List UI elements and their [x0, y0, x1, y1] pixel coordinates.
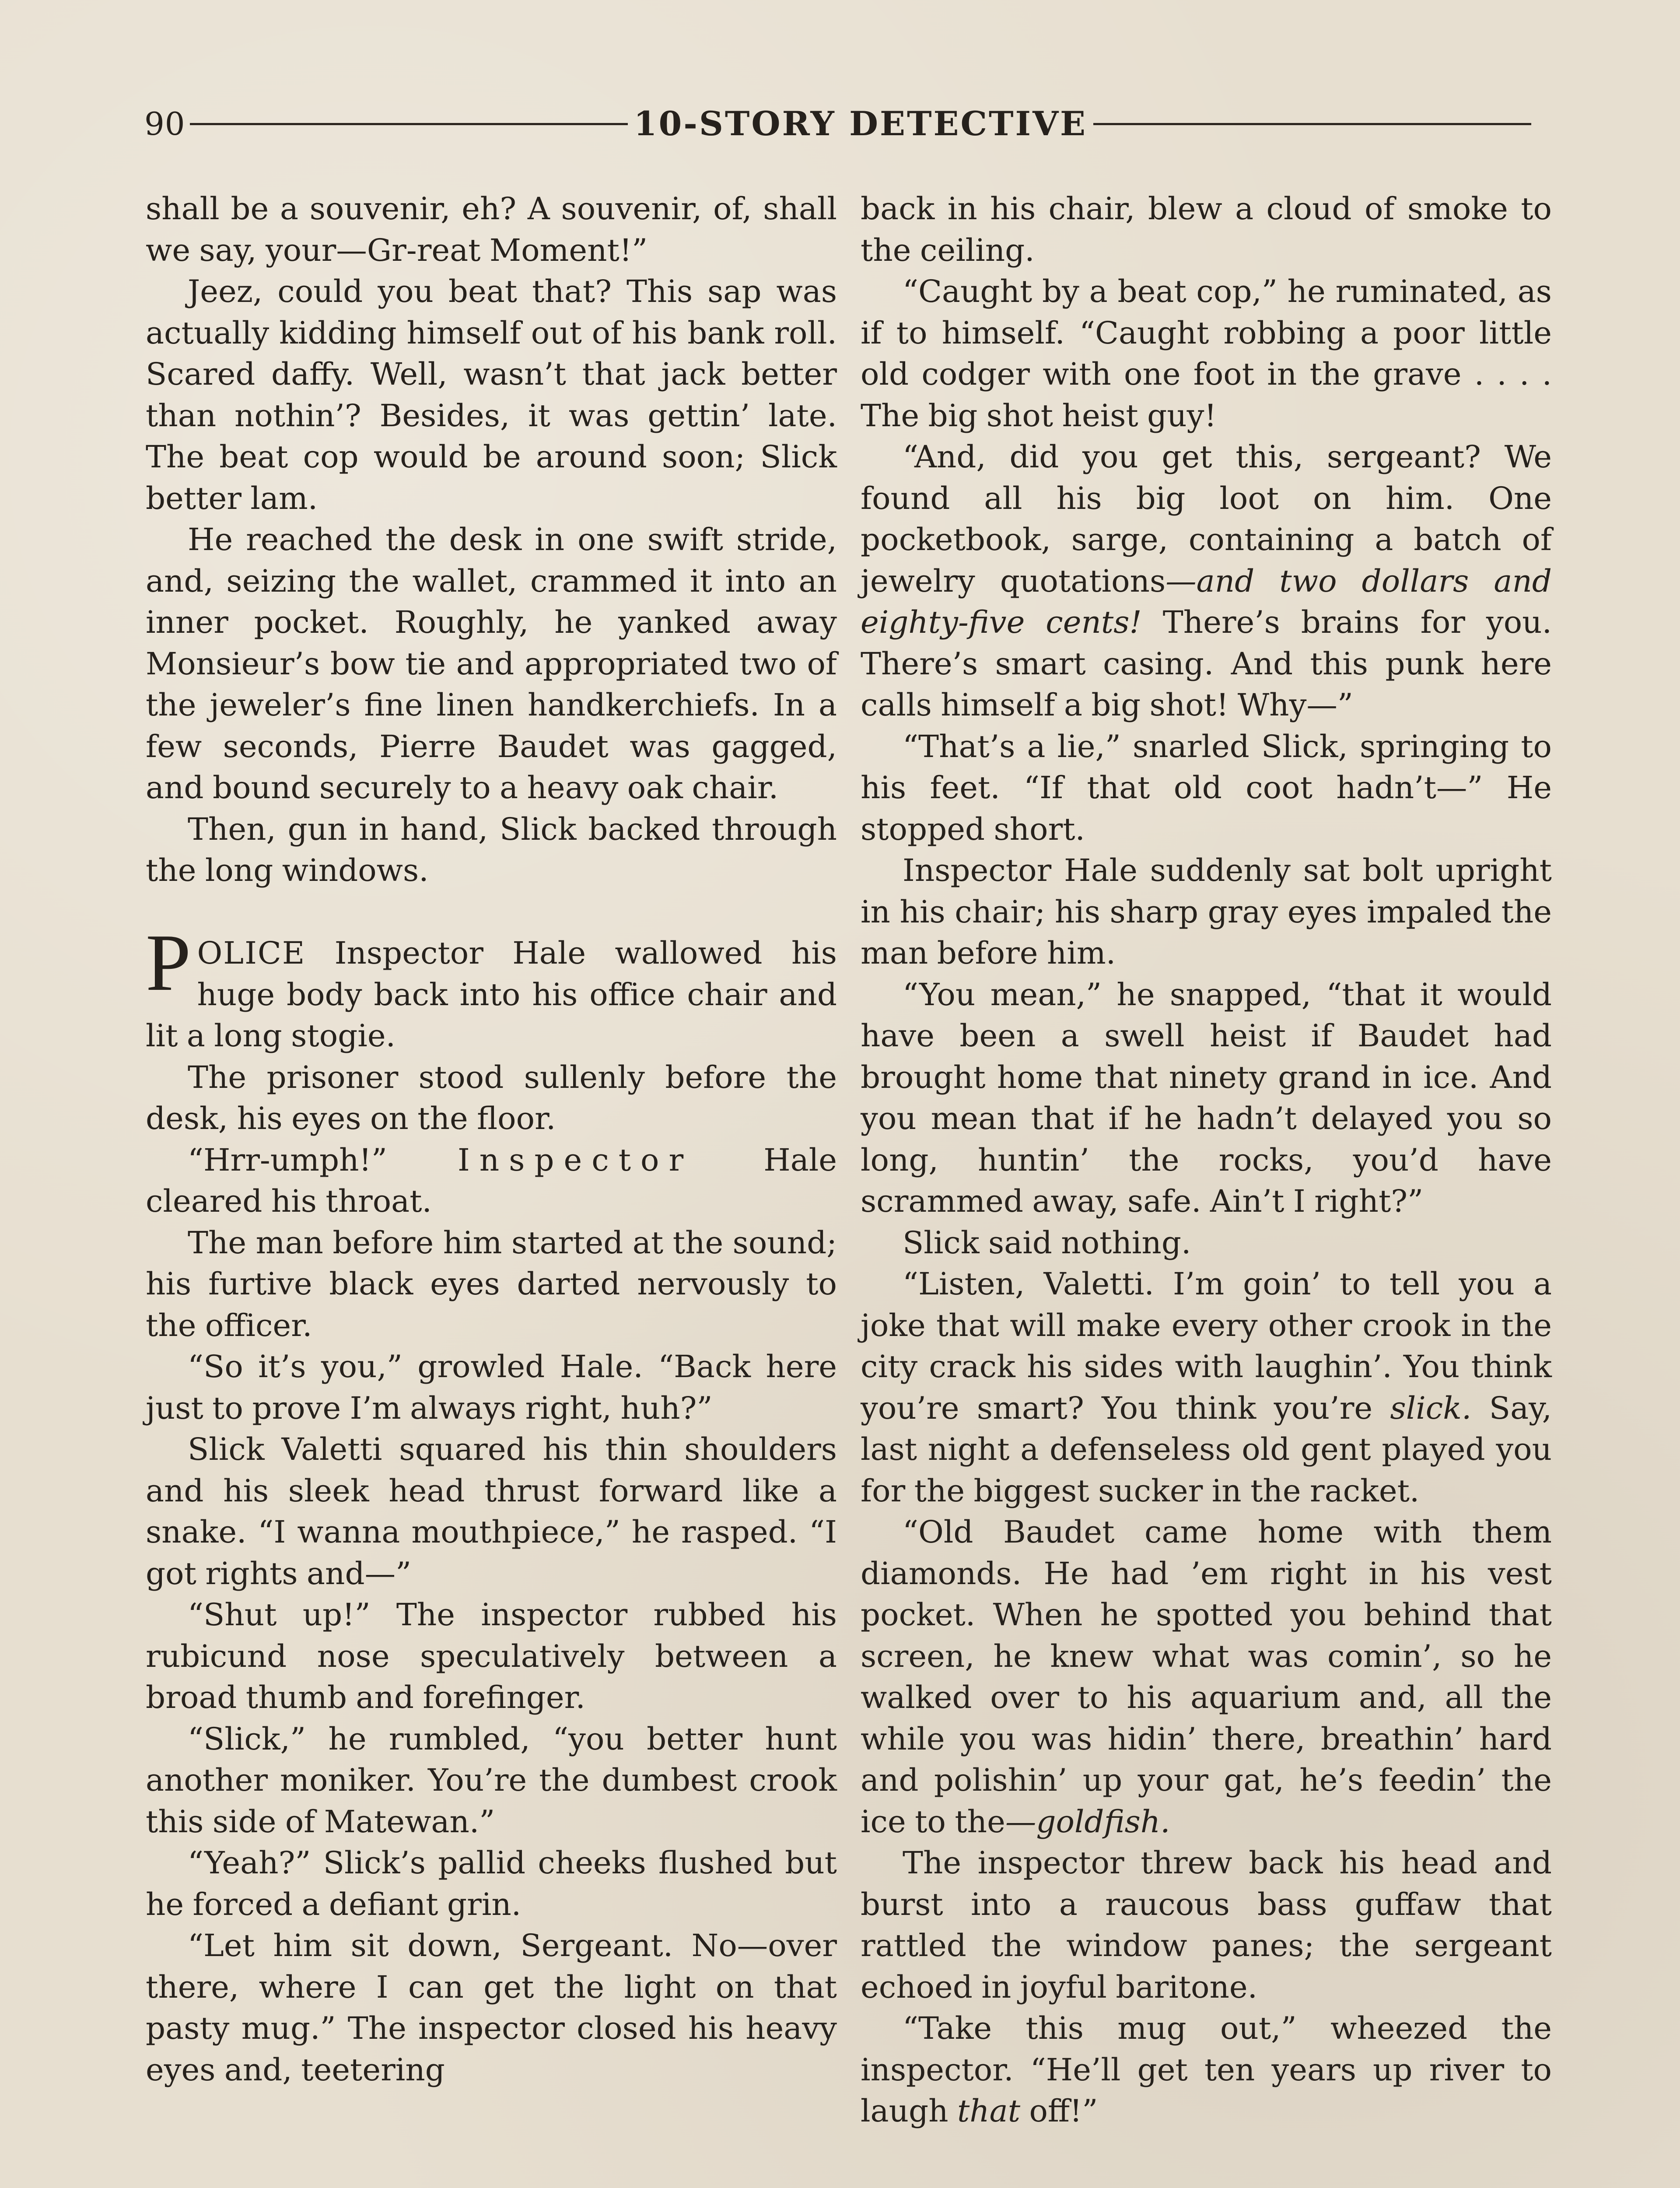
paragraph: Inspector Hale suddenly sat bolt upright in his chair; his sharp gray eyes impaled the man before him.: [861, 852, 1552, 971]
paragraph: Slick Valetti squared his thin shoulders and his sleek head thrust forward like a snake. “I wanna mouthpiece,” he rasped. “I got rights and—”: [146, 1431, 837, 1592]
header-rule-left: [190, 123, 628, 125]
paragraph-text: “And, did you get this, sergeant? We found all his big loot on him. One pocketbook, sarge, containing a batch of jewelry quotations: [861, 439, 1552, 599]
paragraph: “Shut up!” The inspector rubbed his rubicund nose speculatively between a broad thumb and forefinger.: [146, 1597, 837, 1715]
paragraph: “That’s a lie,” snarled Slick, springing to his feet. “If that old coot hadn’t—” He stopped short.: [861, 728, 1552, 847]
header-rule-right: [1093, 123, 1531, 125]
paragraph: “Let him sit down, Sergeant. No—over there, where I can get the light on that pasty mug.” The inspector closed his heavy eyes and, teetering: [146, 1928, 837, 2088]
paragraph: shall be a souvenir, eh? A souvenir, of, shall we say, your—Gr-reat Moment!”: [146, 191, 837, 268]
italic-text: —goldfish.: [1005, 1803, 1170, 1840]
page-header: [144, 100, 1531, 148]
paragraph: “You mean,” he snapped, “that it would have been a swell heist if Baudet had brought home that ninety grand in ice. And you mean that if he hadn’t delayed you so long, huntin’ the rocks, you’d have scrammed away, safe. Ain’t I right?”: [861, 976, 1552, 1219]
magazine-title: 10-STORY DETECTIVE: [634, 104, 1087, 143]
paragraph: The man before him started at the sound; his furtive black eyes darted nervously to the officer.: [146, 1224, 837, 1343]
paragraph-text: Inspector Hale wallowed his huge body back into his office chair and lit a long stogie.: [146, 935, 837, 1054]
paragraph: [861, 436, 1552, 726]
paragraph-text: “Take this mug out,” wheezed the inspector. “He’ll get ten years up river to laugh: [861, 2010, 1552, 2129]
paragraph: “Slick,” he rumbled, “you better hunt another moniker. You’re the dumbest crook this side of Matewan.”: [146, 1721, 837, 1840]
paragraph: back in his chair, blew a cloud of smoke to the ceiling.: [861, 191, 1552, 268]
paragraph: The inspector threw back his head and burst into a raucous bass guffaw that rattled the window panes; the sergeant echoed in joyful baritone.: [861, 1845, 1552, 2005]
left-column: [146, 188, 837, 2188]
paragraph: He reached the desk in one swift stride, and, seizing the wallet, crammed it into an inner pocket. Roughly, he yanked away Monsieur’s bow tie and appropriated two of the jeweler’s fine linen handkerchiefs. In a few seconds, Pierre Baudet was gagged, and bound securely to a heavy oak chair.: [146, 522, 837, 806]
paragraph: The prisoner stood sullenly before the desk, his eyes on the floor.: [146, 1059, 837, 1136]
paragraph-text: Hale cleared his throat.: [146, 1142, 837, 1219]
paragraph-text: There’s brains for you. There’s smart casing. And this punk here calls himself a big shot! Why—”: [861, 604, 1552, 723]
paragraph: “Caught by a beat cop,” he ruminated, as if to himself. “Caught robbing a poor little old codger with one foot in the grave . . . . The big shot heist guy!: [861, 274, 1552, 434]
paragraph: [861, 1511, 1552, 1842]
paragraph: [861, 2008, 1552, 2132]
paragraph-text: Say, last night a defenseless old gent played you for the biggest sucker in the racket.: [861, 1390, 1552, 1509]
paragraph: “So it’s you,” growled Hale. “Back here just to prove I’m always right, huh?”: [146, 1349, 837, 1426]
section-opening-paragraph: [146, 918, 837, 1057]
italic-text: —and two dollars and eighty-five cents!: [861, 563, 1552, 640]
paragraph: Jeez, could you beat that? This sap was actually kidding himself out of his bank roll. Scared daffy. Well, wasn’t that jack better than nothin’? Besides, it was gettin’ late. The beat cop would be around soon; Slick better lam.: [146, 274, 837, 516]
page-number: 90: [144, 105, 186, 142]
italic-text: slick.: [1390, 1390, 1472, 1426]
paragraph-text: “Old Baudet came home with them diamonds. He had ’em right in his vest pocket. When he spotted you behind that screen, he knew what was comin’, so he walked over to his aquarium and, all the while you was hidin’ there, breathin’ hard and polishin’ up your gat, he’s feedin’ the ice to the: [861, 1514, 1552, 1840]
paragraph: “Yeah?” Slick’s pallid cheeks flushed but he forced a defiant grin.: [146, 1845, 837, 1922]
small-caps-lead: OLICE: [197, 935, 306, 971]
paragraph: Then, gun in hand, Slick backed through the long windows.: [146, 811, 837, 888]
letterspaced-word: Inspector: [457, 1142, 693, 1178]
paragraph: [146, 1140, 837, 1222]
paragraph-text: “Listen, Valetti. I’m goin’ to tell you a joke that will make every other crook in the city crack his sides with laughin’. You think you’re smart? You think you’re: [861, 1266, 1552, 1426]
paragraph: Slick said nothing.: [903, 1224, 1191, 1261]
paragraph-text: off!”: [1020, 2093, 1098, 2129]
italic-text: that: [957, 2093, 1021, 2129]
paragraph-text: “Hrr-umph!”: [188, 1142, 458, 1178]
paragraph: [861, 1263, 1552, 1511]
right-column: [861, 188, 1552, 2188]
drop-cap: P: [146, 918, 191, 1008]
